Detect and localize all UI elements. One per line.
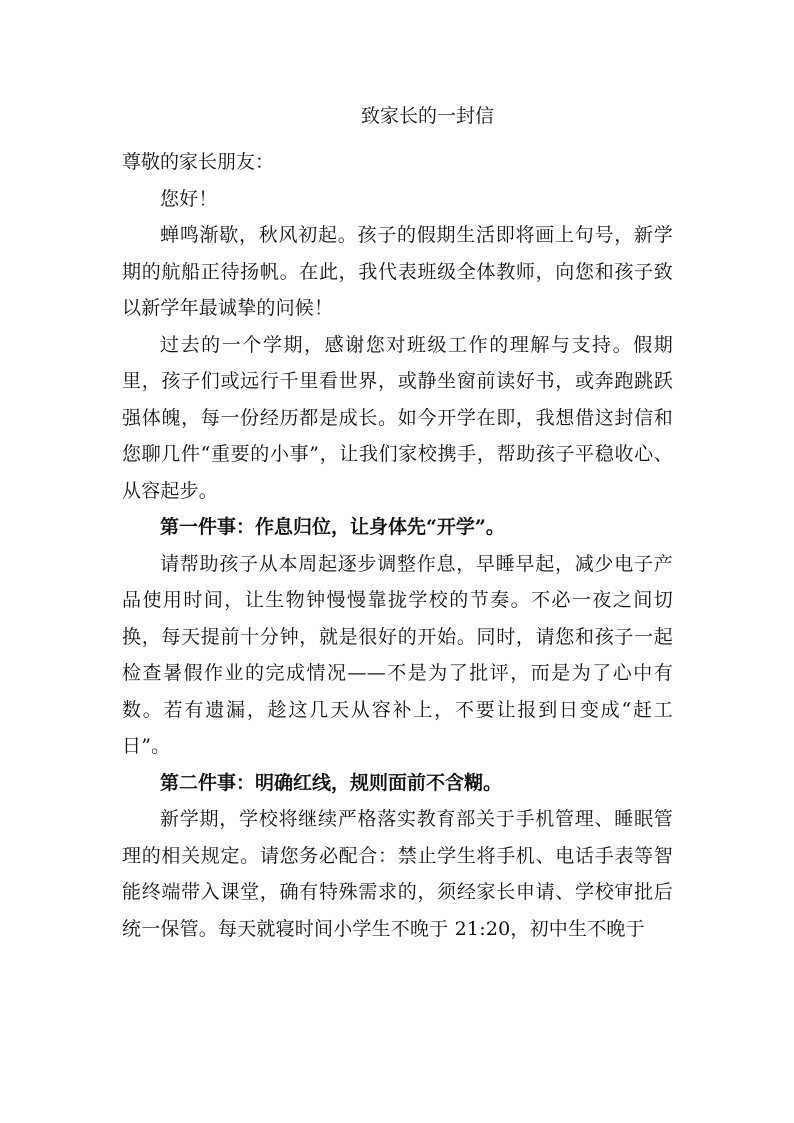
letter-title: 致家长的一封信 (360, 105, 494, 127)
paragraph-2: 过去的一个学期，感谢您对班级工作的理解与支持。假期里，孩子们或远行千里看世界，或静坐窗前读好书，或奔跑跳跃强体魄，每一份经历都是成长。如今开学在即，我想借这封信和您聊几件“重要的小事”，让我们家校携手，帮助孩子平稳收心、从容起步。 (122, 333, 673, 502)
paragraph-3: 请帮助孩子从本周起逐步调整作息，早睡早起，减少电子产品使用时间，让生物钟慢慢靠拢学校的节奏。不必一夜之间切换，每天提前十分钟，就是很好的开始。同时，请您和孩子一起检查暑假作业的完成情况——不是为了批评，而是为了心中有数。若有遗漏，趁这几天从容补上，不要让报到日变成“赶工日”。 (122, 552, 673, 757)
salutation: 尊敬的家长朋友： (122, 151, 275, 173)
paragraph-1: 蝉鸣渐歇，秋风初起。孩子的假期生活即将画上句号，新学期的航船正待扬帆。在此，我代表班级全体教师，向您和孩子致以新学年最诚挚的问候！ (122, 224, 673, 319)
section-heading-2: 第二件事：明确红线，规则面前不含糊。 (160, 771, 503, 794)
letter-page (122, 100, 673, 947)
section-heading-1: 第一件事：作息归位，让身体先“开学”。 (160, 516, 505, 538)
greeting: 您好！ (160, 187, 218, 210)
paragraph-4: 新学期，学校将继续严格落实教育部关于手机管理、睡眠管理的相关规定。请您务必配合：禁止学生将手机、电话手表等智能终端带入课堂，确有特殊需求的，须经家长申请、学校审批后统一保管。每天就寝时间小学生不晚于 21:20，初中生不晚于 (122, 808, 673, 940)
